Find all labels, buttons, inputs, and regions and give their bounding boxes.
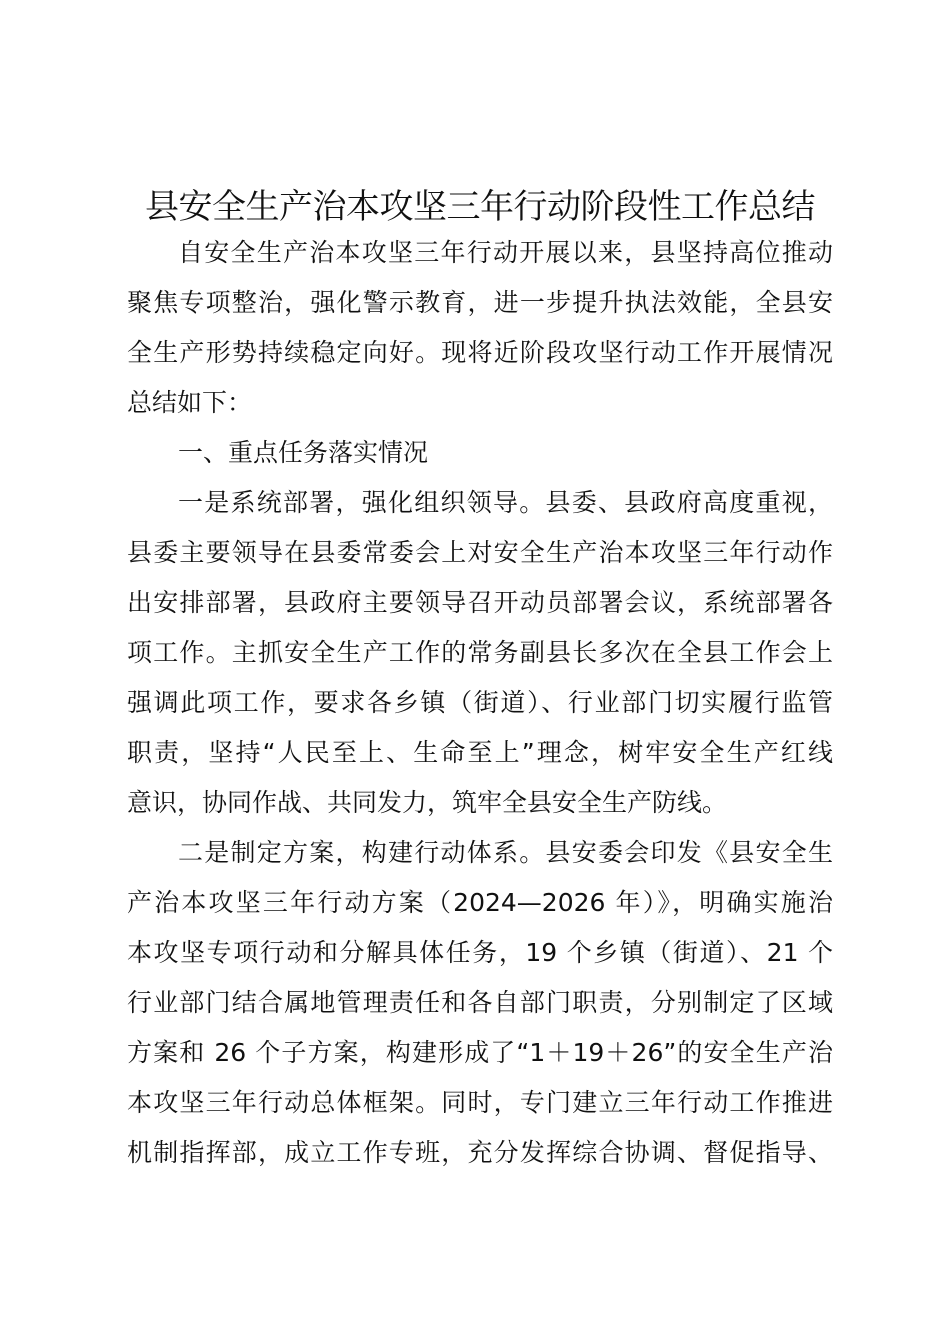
paragraph-line: 一是系统部署，强化组织领导。县委、县政府高度重视， xyxy=(178,488,833,517)
section-heading: 一、重点任务落实情况 xyxy=(178,438,429,467)
paragraph-line: 全生产形势持续稳定向好。现将近阶段攻坚行动工作开展情况 xyxy=(127,338,833,367)
paragraph-line: 本攻坚三年行动总体框架。同时，专门建立三年行动工作推进 xyxy=(127,1088,833,1117)
paragraph-line: 聚焦专项整治，强化警示教育，进一步提升执法效能，全县安 xyxy=(127,288,833,317)
paragraph-line: 意识，协同作战、共同发力，筑牢全县安全生产防线。 xyxy=(127,788,728,817)
paragraph-line: 总结如下： xyxy=(127,388,253,417)
paragraph-line: 强调此项工作，要求各乡镇（街道）、行业部门切实履行监管 xyxy=(127,688,833,717)
paragraph-line: 二是制定方案，构建行动体系。县安委会印发《县安全生 xyxy=(178,838,833,867)
paragraph-line: 出安排部署，县政府主要领导召开动员部署会议，系统部署各 xyxy=(127,588,833,617)
paragraph-line: 方案和 26 个子方案，构建形成了“1＋19＋26”的安全生产治 xyxy=(127,1038,833,1067)
paragraph-line: 产治本攻坚三年行动方案（2024—2026 年）》，明确实施治 xyxy=(127,888,833,917)
paragraph-line: 职责，坚持“人民至上、生命至上”理念，树牢安全生产红线 xyxy=(127,738,833,767)
paragraph-line: 行业部门结合属地管理责任和各自部门职责，分别制定了区域 xyxy=(127,988,833,1017)
paragraph-line: 项工作。主抓安全生产工作的常务副县长多次在全县工作会上 xyxy=(127,638,833,667)
paragraph-line: 机制指挥部，成立工作专班，充分发挥综合协调、督促指导、 xyxy=(127,1138,833,1167)
paragraph-line: 县委主要领导在县委常委会上对安全生产治本攻坚三年行动作 xyxy=(127,538,833,567)
paragraph-line: 本攻坚专项行动和分解具体任务，19 个乡镇（街道）、21 个 xyxy=(127,938,833,967)
paragraph-line: 自安全生产治本攻坚三年行动开展以来，县坚持高位推动 xyxy=(178,238,833,267)
document-title: 县安全生产治本攻坚三年行动阶段性工作总结 xyxy=(145,187,815,227)
